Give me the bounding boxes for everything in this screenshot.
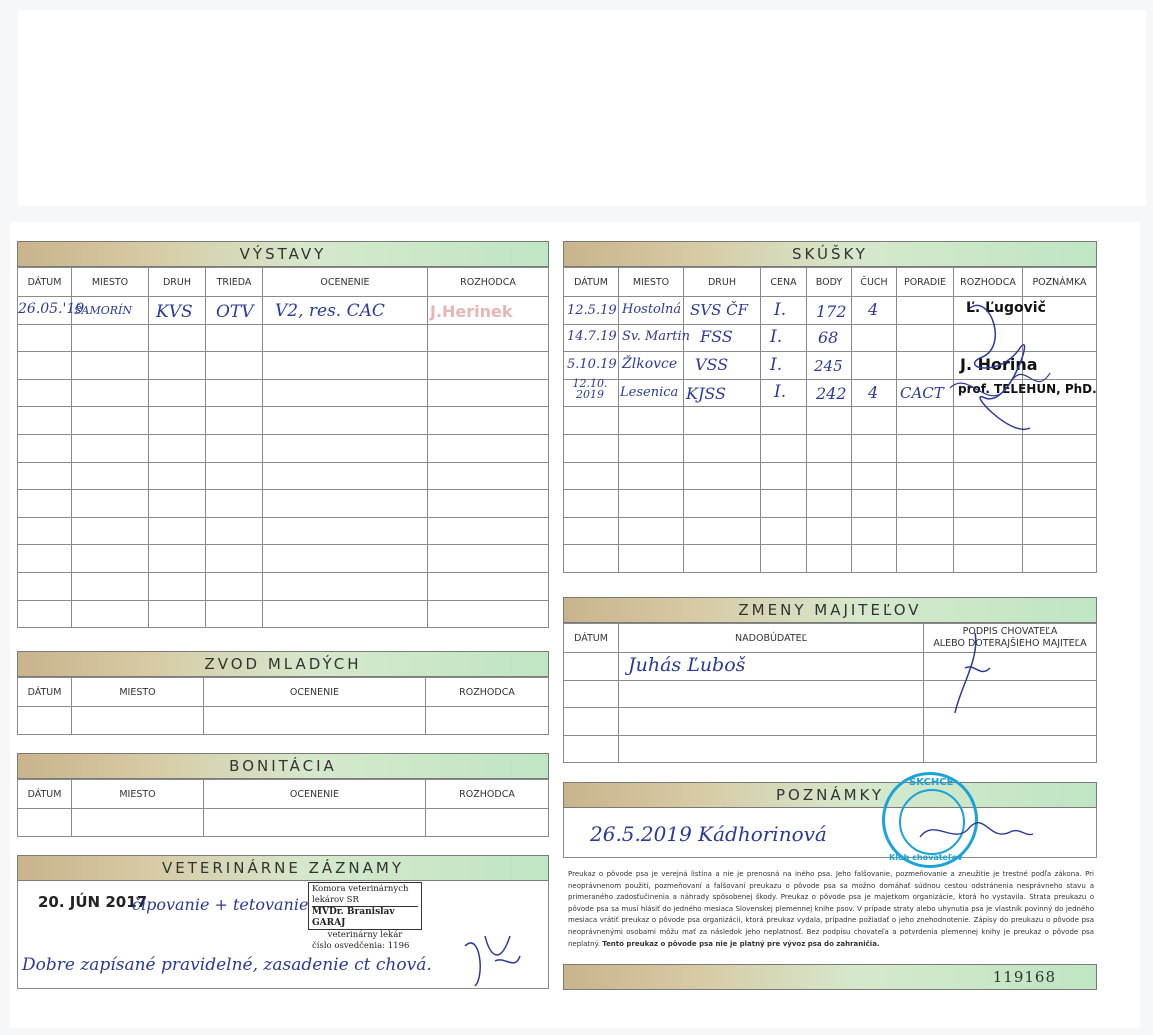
vystavy-row1-miesto: ŠAMORÍN bbox=[74, 304, 133, 317]
header-body: BODY bbox=[807, 268, 852, 297]
header-miesto: MIESTO bbox=[72, 780, 204, 809]
notes-signature bbox=[915, 812, 1035, 852]
header-rozhodca: ROZHODCA bbox=[426, 780, 549, 809]
header-datum: DÁTUM bbox=[564, 624, 619, 653]
header-datum: DÁTUM bbox=[18, 268, 72, 297]
judge-stamp-1: Ľ. Ľugovič bbox=[966, 300, 1046, 316]
header-datum: DÁTUM bbox=[18, 678, 72, 707]
owner-signature bbox=[940, 628, 1000, 718]
header-cena: CENA bbox=[761, 268, 807, 297]
poznamky-entry: 26.5.2019 Kádhorinová bbox=[590, 822, 827, 846]
zmeny-table bbox=[563, 623, 1097, 763]
bonitacia-table bbox=[17, 779, 549, 837]
header-trieda: TRIEDA bbox=[206, 268, 263, 297]
skusky-row4-poradie: CACT bbox=[900, 384, 944, 402]
vystavy-row1-rozhodca-stamp: J.Herinek bbox=[430, 302, 513, 321]
legal-text: Preukaz o pôvode psa je verejná listina a nie je prenosná na iného psa. Jeho falšovanie, pozmeňovanie a zneužitie je trestné podľa zákona. Pri neoprávnenom použití, pozmeňovaní a falšovaní preukazu o pôvode psa sa možno domáhať súdnou cestou odstránenia nesprávneho stavu a primeraného zadosťučinenia a náhrady spôsobenej škody. Preukaz o pôvode psa je majetkom organizácie, ktorá ho vystavila. Strata preukazu o pôvode psa sa musí hlásiť do jedného mesiaca Slovenskej plemennej knihe psov. V prípade straty alebo uhynutia psa je vlastník povinný do jedného mesiaca vrátiť preukaz o pôvode psa organizácii, ktorá preukaz vydala, prípadne požiadať o jeho znehodnotenie. Zápisy do preukazu o pôvode psa neoprávnenými osobami môžu mať za následok jeho neplatnosť. Bez podpisu chovateľa a potvrdenia plemennej knihy je preukaz o pôvode psa neplatný. bbox=[568, 870, 1094, 948]
blank-top-area bbox=[18, 10, 1146, 206]
skusky-row2-body: 68 bbox=[818, 328, 839, 347]
vystavy-title: VÝSTAVY bbox=[17, 241, 549, 267]
judge-stamp-2: J. Horina bbox=[960, 355, 1038, 374]
header-druh: DRUH bbox=[684, 268, 761, 297]
legal-notice bbox=[568, 869, 1094, 950]
zmeny-title: ZMENY MAJITEĽOV bbox=[563, 597, 1097, 623]
header-datum: DÁTUM bbox=[18, 780, 72, 809]
header-podpis-line1: PODPIS CHOVATEĽA bbox=[962, 626, 1058, 637]
header-nadobudatel: NADOBÚDATEĽ bbox=[619, 624, 924, 653]
zmeny-panel bbox=[563, 597, 1097, 763]
header-poznamka: POZNÁMKA bbox=[1023, 268, 1097, 297]
header-druh: DRUH bbox=[149, 268, 206, 297]
skusky-row4-cuch: 4 bbox=[868, 383, 879, 402]
skusky-title: SKÚŠKY bbox=[563, 241, 1097, 267]
skusky-row1-miesto: Hostolná bbox=[622, 302, 682, 317]
vystavy-row1-druh: KVS bbox=[156, 302, 193, 322]
skusky-row3-body: 245 bbox=[814, 357, 843, 375]
header-rozhodca: ROZHODCA bbox=[428, 268, 549, 297]
header-miesto: MIESTO bbox=[72, 678, 204, 707]
skusky-row4-druh: KJSS bbox=[686, 384, 727, 403]
skusky-row4-miesto: Lesenica bbox=[620, 385, 679, 400]
serial-number: 119168 bbox=[992, 968, 1056, 986]
vystavy-row1-ocenenie: V2, res. CAC bbox=[275, 301, 385, 321]
club-stamp-top-text: SKCHCE bbox=[909, 777, 954, 788]
skusky-row1-cena: I. bbox=[774, 300, 787, 320]
bonitacia-title: BONITÁCIA bbox=[17, 753, 549, 779]
skusky-row1-datum: 12.5.19 bbox=[567, 303, 617, 318]
header-rozhodca: ROZHODCA bbox=[426, 678, 549, 707]
skusky-row1-druh: SVS ČF bbox=[690, 301, 749, 319]
header-datum: DÁTUM bbox=[564, 268, 619, 297]
header-podpis-line2: ALEBO DOTERAJŠIEHO MAJITEĽA bbox=[933, 638, 1087, 649]
zmeny-row1-nadobudatel: Juhás Ľuboš bbox=[628, 654, 746, 676]
skusky-row3-miesto: Žlkovce bbox=[622, 356, 678, 372]
skusky-row1-body: 172 bbox=[816, 302, 847, 321]
vystavy-row1-trieda: OTV bbox=[216, 302, 254, 322]
header-miesto: MIESTO bbox=[619, 268, 684, 297]
vet-stamp-line4: číslo osvedčenia: 1196 bbox=[312, 941, 410, 951]
header-cuch: ČUCH bbox=[852, 268, 897, 297]
skusky-row2-druh: FSS bbox=[700, 327, 733, 346]
judge-signature bbox=[940, 288, 1060, 446]
vet-stamp-line3: veterinárny lekár bbox=[327, 930, 403, 940]
serial-bar bbox=[563, 964, 1097, 990]
skusky-row4-cena: I. bbox=[774, 382, 787, 402]
header-poradie: PORADIE bbox=[897, 268, 954, 297]
legal-bold-note: Tento preukaz o pôvode psa nie je platný pre vývoz psa do zahraničia. bbox=[602, 939, 880, 948]
header-ocenenie: OCENENIE bbox=[204, 678, 426, 707]
skusky-row2-cena: I. bbox=[770, 327, 783, 347]
vet-stamp-line2: MVDr. Branislav GARAJ bbox=[312, 906, 418, 930]
skusky-row1-cuch: 4 bbox=[868, 300, 879, 319]
vet-signature bbox=[455, 926, 525, 990]
header-miesto: MIESTO bbox=[72, 268, 149, 297]
zvod-panel bbox=[17, 651, 549, 735]
zvod-table bbox=[17, 677, 549, 735]
vet-stamp-line1: Komora veterinárnych lekárov SR bbox=[312, 884, 409, 905]
poznamky-title: POZNÁMKY bbox=[563, 782, 1097, 808]
bonitacia-panel bbox=[17, 753, 549, 837]
vystavy-row1-datum: 26.05.'19 bbox=[18, 301, 85, 317]
vet-entry-2: Dobre zapísané pravidelné, zasadenie ct chová. bbox=[22, 955, 432, 975]
club-stamp-bottom-text: Klub chovateľov bbox=[889, 853, 963, 862]
header-ocenenie: OCENENIE bbox=[204, 780, 426, 809]
vet-entry-1: čipovanie + tetovanie bbox=[132, 895, 309, 914]
skusky-row3-datum: 5.10.19 bbox=[567, 357, 617, 372]
skusky-row4-body: 242 bbox=[816, 384, 847, 403]
header-ocenenie: OCENENIE bbox=[263, 268, 428, 297]
skusky-row2-miesto: Sv. Martin bbox=[622, 329, 691, 344]
vet-doctor-stamp bbox=[308, 882, 422, 951]
judge-stamp-3: prof. TELEHUN, PhD. bbox=[958, 382, 1097, 396]
vystavy-table bbox=[17, 267, 549, 628]
zvod-title: ZVOD MLADÝCH bbox=[17, 651, 549, 677]
skusky-row3-cena: I. bbox=[770, 355, 783, 375]
skusky-row4-datum: 12.10. 2019 bbox=[572, 377, 608, 401]
header-rozhodca: ROZHODCA bbox=[954, 268, 1023, 297]
veterinarne-title: VETERINÁRNE ZÁZNAMY bbox=[17, 855, 549, 881]
vystavy-panel bbox=[17, 241, 549, 628]
skusky-row2-datum: 14.7.19 bbox=[567, 329, 617, 344]
vet-date-stamp: 20. JÚN 2017 bbox=[38, 893, 148, 911]
skusky-row3-druh: VSS bbox=[695, 355, 729, 374]
